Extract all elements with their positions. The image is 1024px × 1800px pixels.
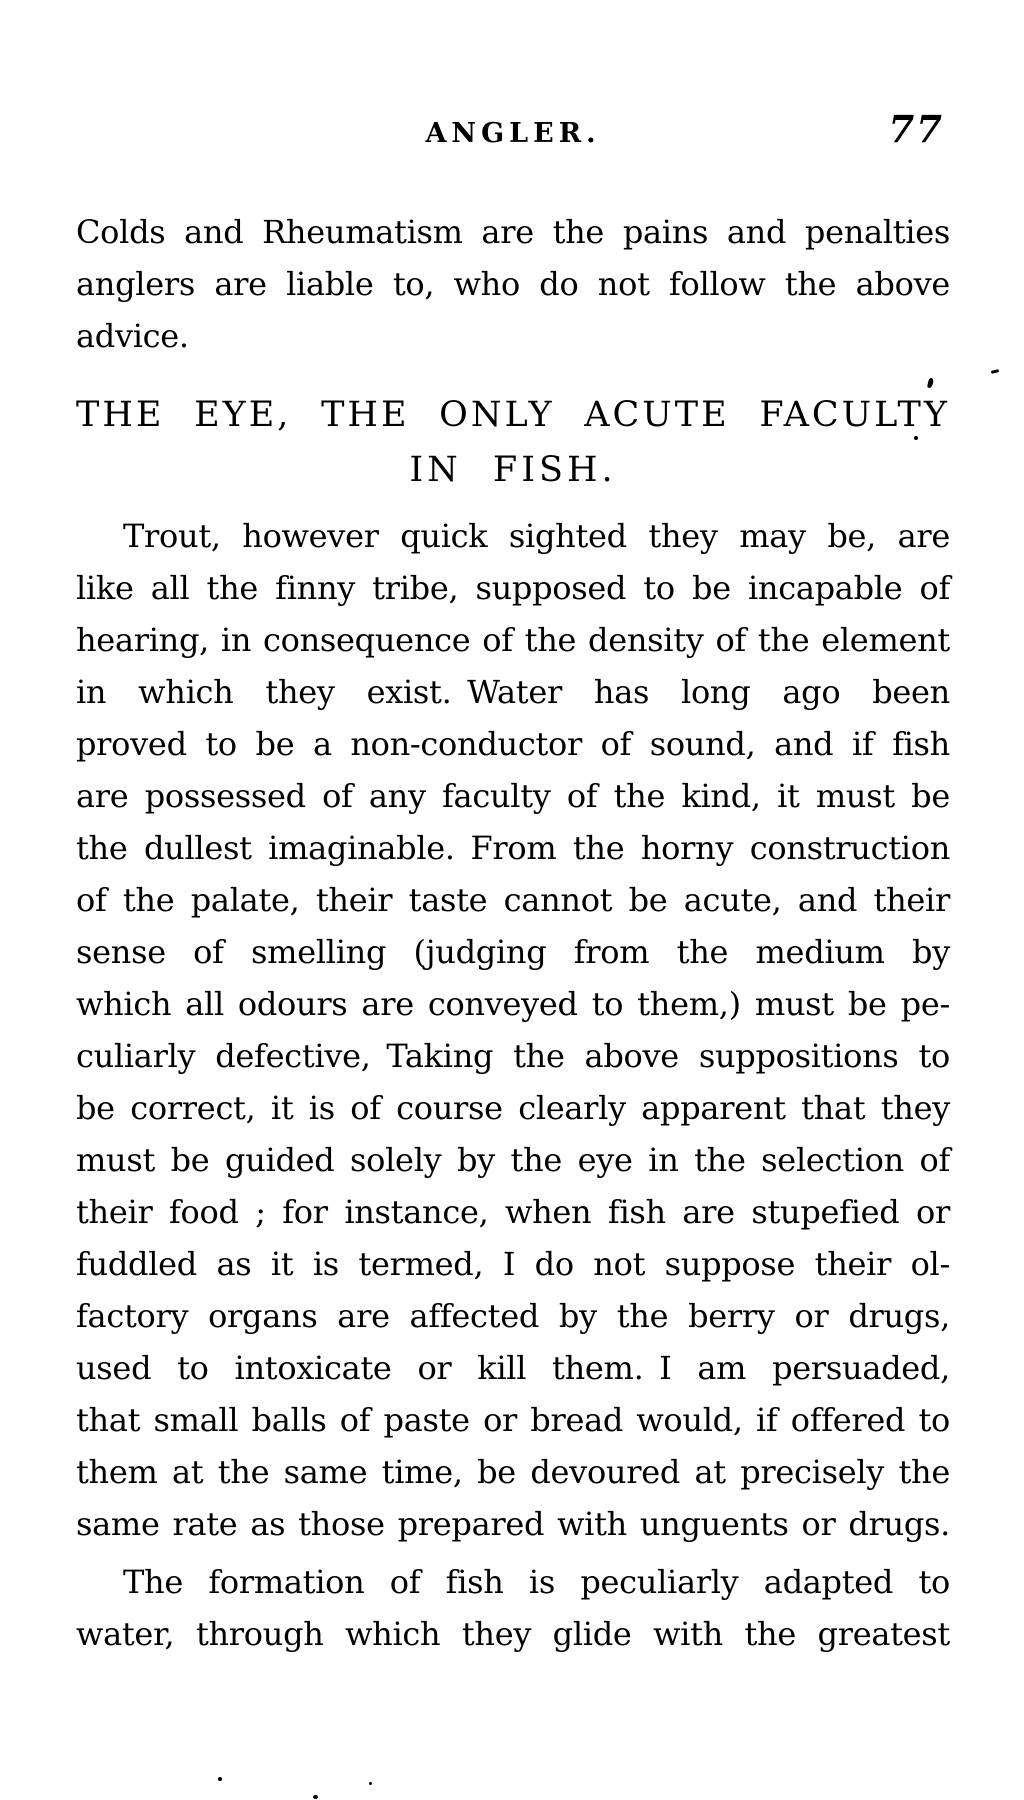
running-head-title: ANGLER. — [425, 118, 601, 149]
text-line: same rate as those prepared with unguents or drugs. — [76, 1505, 950, 1543]
scan-speck — [914, 436, 918, 440]
text-line: sense of smelling (judging from the medium by — [76, 933, 950, 971]
text-line: used to intoxicate or kill them. I am persuaded, — [76, 1349, 950, 1387]
text-line: advice. — [76, 317, 189, 355]
text-line: The formation of fish is peculiarly adapted to — [123, 1563, 950, 1601]
text-line: their food ; for instance, when fish are stupefied or — [76, 1193, 950, 1231]
text-line: which all odours are conveyed to them,) must be pe- — [76, 985, 950, 1023]
scan-speck — [369, 1782, 372, 1785]
text-line: fuddled as it is termed, I do not suppose their ol- — [76, 1245, 950, 1283]
closing-paragraph — [76, 1556, 950, 1660]
text-line: be correct, it is of course clearly apparent that they — [76, 1089, 950, 1127]
section-heading — [76, 388, 950, 498]
text-line: Colds and Rheumatism are the pains and penalties — [76, 213, 950, 251]
scan-speck — [313, 1795, 318, 1799]
section-heading-line: THE EYE, THE ONLY ACUTE FACULTY — [76, 395, 950, 435]
text-line: proved to be a non-conductor of sound, and if fish — [76, 725, 950, 763]
text-line: in which they exist. Water has long ago been — [76, 673, 950, 711]
text-line: are possessed of any faculty of the kind, it must be — [76, 777, 950, 815]
text-line: the dullest imaginable. From the horny construction — [76, 829, 950, 867]
text-line: factory organs are affected by the berry or drugs, — [76, 1297, 950, 1335]
text-line: hearing, in consequence of the density of the element — [76, 621, 950, 659]
scan-speck — [991, 369, 999, 374]
text-line: water, through which they glide with the greatest — [76, 1615, 950, 1653]
text-line: must be guided solely by the eye in the selection of — [76, 1141, 950, 1179]
scan-speck — [218, 1777, 222, 1781]
running-head — [76, 107, 950, 158]
text-line: of the palate, their taste cannot be acute, and their — [76, 881, 950, 919]
text-line: like all the finny tribe, supposed to be incapable of — [76, 569, 950, 607]
body-paragraph — [76, 510, 950, 1550]
text-line: them at the same time, be devoured at precisely the — [76, 1453, 950, 1491]
text-line: that small balls of paste or bread would, if offered to — [76, 1401, 950, 1439]
text-line: culiarly defective, Taking the above suppositions to — [76, 1037, 950, 1075]
intro-paragraph — [76, 206, 950, 362]
page-number: 77 — [888, 107, 944, 151]
text-line: anglers are liable to, who do not follow the above — [76, 265, 950, 303]
text-line: Trout, however quick sighted they may be, are — [123, 517, 950, 555]
section-heading-line: IN FISH. — [409, 450, 617, 490]
scan-speck — [927, 378, 934, 389]
